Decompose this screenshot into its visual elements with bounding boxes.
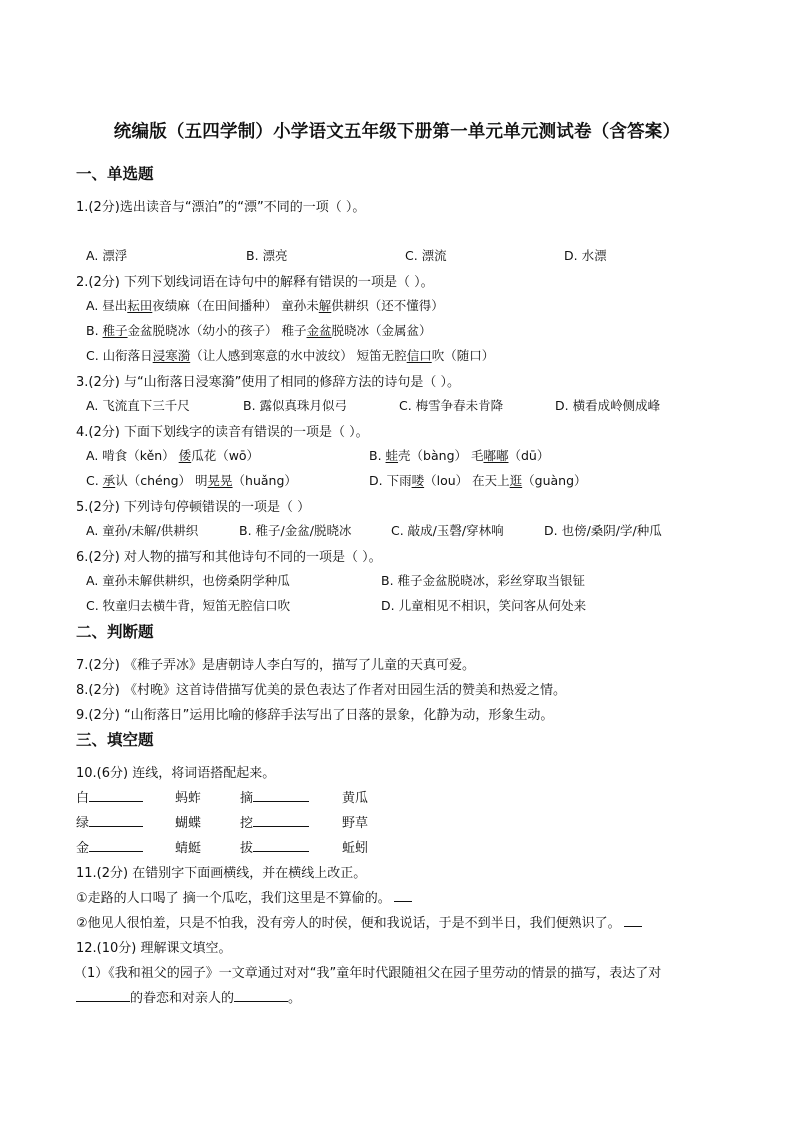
question-4-stem: 4.(2分) 下面下划线字的读音有错误的一项是（ ）。 [76,425,369,440]
q2a-text-3: 供耕织（还不懂得） [331,298,444,313]
question-10-stem: 10.(6分) 连线，将词语搭配起来。 [76,766,276,781]
q10-r3-blank-1[interactable] [89,839,143,852]
question-3-stem: 3.(2分) 与“山衔落日浸寒漪”使用了相同的修辞方法的诗句是（ ）。 [76,375,461,390]
q11-line-1 [76,887,412,906]
q2a-text-2: 夜绩麻（在田间播种） 童孙未 [152,298,319,313]
q10-r2-blank-2[interactable] [253,814,309,827]
q10-r1-char: 白 [76,791,90,806]
q12-text: 的眷恋和对亲人的 [130,991,235,1006]
q12-line-2 [76,987,301,1006]
q10-r2-char: 绿 [76,816,90,831]
q4b-underlined-2: 嘟嘟 [483,448,509,463]
q6-option-d: D. 儿童相见不相识，笑问客从何处来 [381,598,587,613]
q2-option-c [86,346,494,364]
q4a-underlined: 倭 [178,448,192,463]
question-1-stem: 1.(2分)选出读音与“漂泊”的“漂”不同的一项（ ）。 [76,200,366,215]
question-9: 9.(2分) “山衔落日”运用比喻的修辞手法写出了日落的景象，化静为动，形象生动。 [76,708,554,723]
q4b-text-2: 壳（bàng） 毛 [398,448,484,463]
question-5-stem: 5.(2分) 下列诗句停顿错误的一项是（ ） [76,500,311,515]
q11-sentence-2: ②他见人很怕羞，只是不怕我，没有旁人的时侯，便和我说话，于是不到半日，我们便熟识了。 [76,916,621,931]
question-2-stem: 2.(2分) 下列下划线词语在诗句中的解释有错误的一项是（ ）。 [76,275,434,290]
q12-end: 。 [288,991,302,1006]
q4c-underlined-1: 承 [102,473,116,488]
q4c-text-3: （huǎng） [232,473,297,488]
q6-option-c: C. 牧童归去横牛背，短笛无腔信口吹 [86,598,291,613]
page-title: 统编版（五四学制）小学语文五年级下册第一单元单元测试卷（含答案） [113,122,681,142]
q10-row-1-word-a [76,787,143,806]
q12-blank-2[interactable] [234,989,288,1002]
q10-row-3-word-c [240,837,309,856]
q5-option-a: A. 童孙/未解/供耕织 [86,523,199,538]
q3-option-a: A. 飞流直下三千尺 [86,398,190,413]
q2b-text-2: 金盆脱晓冰（幼小的孩子） 稚子 [127,323,307,338]
q10-row-3-word-b: 蜻蜓 [175,841,202,856]
q10-row-1-word-b: 蚂蚱 [175,791,202,806]
q12-blank-1[interactable] [76,989,130,1002]
q10-r2-verb: 挖 [240,816,254,831]
question-6-stem: 6.(2分) 对人物的描写和其他诗句不同的一项是（ ）。 [76,550,382,565]
q4-option-c [86,471,297,489]
question-7: 7.(2分) 《稚子弄冰》是唐朝诗人李白写的，描写了儿童的天真可爱。 [76,658,475,673]
q6-option-b: B. 稚子金盆脱晓冰，彩丝穿取当银钲 [381,573,586,588]
q4-option-d [369,471,587,489]
q10-row-2-word-c [240,812,309,831]
q2b-underlined-1: 稚子 [102,323,128,338]
q10-r3-verb: 拔 [240,841,254,856]
q3-option-d: D. 横看成岭侧成峰 [555,398,661,413]
q2c-text-2: （让人感到寒意的水中波纹） 短笛无腔 [190,348,407,363]
q2-option-a [86,296,444,314]
q5-option-b: B. 稚子/金盆/脱晓冰 [239,523,352,538]
q10-r2-blank-1[interactable] [89,814,143,827]
q6-option-a: A. 童孙未解供耕织，也傍桑阴学种瓜 [86,573,290,588]
q1-option-c: C. 漂流 [405,248,447,263]
q10-row-2-word-d: 野草 [342,816,369,831]
q2a-text: A. 昼出 [86,298,128,313]
q4d-text: D. 下雨 [369,473,412,488]
q4c-text: C. [86,473,103,488]
q10-r1-verb: 摘 [240,791,254,806]
section-heading-single-choice: 一、单选题 [76,165,154,183]
q2b-underlined-2: 金盆 [306,323,332,338]
q2c-text: C. 山衔落日 [86,348,153,363]
q10-row-1-word-d: 黄瓜 [342,791,369,806]
q2b-text-3: 脱晓冰（金属盆） [331,323,432,338]
q10-r1-blank-2[interactable] [253,789,309,802]
q4b-text-3: （dū） [508,448,550,463]
q4-option-b [369,446,549,464]
q4d-text-3: （guàng） [522,473,587,488]
q2a-underlined-2: 解 [318,298,332,313]
q2c-underlined-2: 信口 [406,348,432,363]
section-heading-fill-in: 三、填空题 [76,731,154,749]
q4d-underlined-1: 喽 [411,473,425,488]
q3-option-c: C. 梅雪争春未肯降 [399,398,504,413]
q4a-text: A. 啃食（kěn） [86,448,179,463]
q10-r1-blank-1[interactable] [89,789,143,802]
question-12-stem: 12.(10分) 理解课文填空。 [76,941,232,956]
q10-row-2-word-b: 蝴蝶 [175,816,202,831]
q10-row-1-word-c [240,787,309,806]
q5-option-d: D. 也傍/桑阴/学/种瓜 [544,523,662,538]
question-11-stem: 11.(2分) 在错别字下面画横线，并在横线上改正。 [76,866,367,881]
q4b-underlined-1: 蛙 [385,448,399,463]
q1-option-a: A. 漂浮 [86,248,128,263]
section-heading-true-false: 二、判断题 [76,623,154,641]
q2-option-b [86,321,432,339]
q1-option-b: B. 漂亮 [246,248,288,263]
q2a-underlined-1: 耘田 [127,298,153,313]
q4-option-a [86,446,259,464]
q4c-text-2: 认（chéng） 明 [115,473,208,488]
q12-line-1: （1）《我和祖父的园子》一文章通过对对“我”童年时代跟随祖父在园子里劳动的情景的描写，表达了对 [74,966,662,981]
q4a-text-2: 瓜花（wō） [191,448,260,463]
q11-blank-1[interactable] [394,889,412,902]
q4c-underlined-2: 晃晃 [207,473,233,488]
q4b-text: B. [369,448,386,463]
q10-r3-blank-2[interactable] [253,839,309,852]
q11-line-2 [76,912,642,931]
q5-option-c: C. 敲成/玉磬/穿林响 [391,523,504,538]
q10-row-3-word-d: 蚯蚓 [342,841,369,856]
q11-blank-2[interactable] [624,914,642,927]
q2c-text-3: 吹（随口） [431,348,495,363]
question-8: 8.(2分) 《村晚》这首诗借描写优美的景色表达了作者对田园生活的赞美和热爱之情。 [76,683,566,698]
q10-row-3-word-a [76,837,143,856]
q10-r3-char: 金 [76,841,90,856]
q2b-text: B. [86,323,103,338]
q10-row-2-word-a [76,812,143,831]
q4d-underlined-2: 逛 [509,473,523,488]
q1-option-d: D. 水漂 [564,248,607,263]
q4d-text-2: （lou） 在天上 [424,473,510,488]
q11-sentence-1: ①走路的人口喝了 摘一个瓜吃，我们这里是不算偷的。 [76,891,391,906]
q3-option-b: B. 露似真珠月似弓 [243,398,348,413]
q2c-underlined-1: 浸寒漪 [152,348,191,363]
